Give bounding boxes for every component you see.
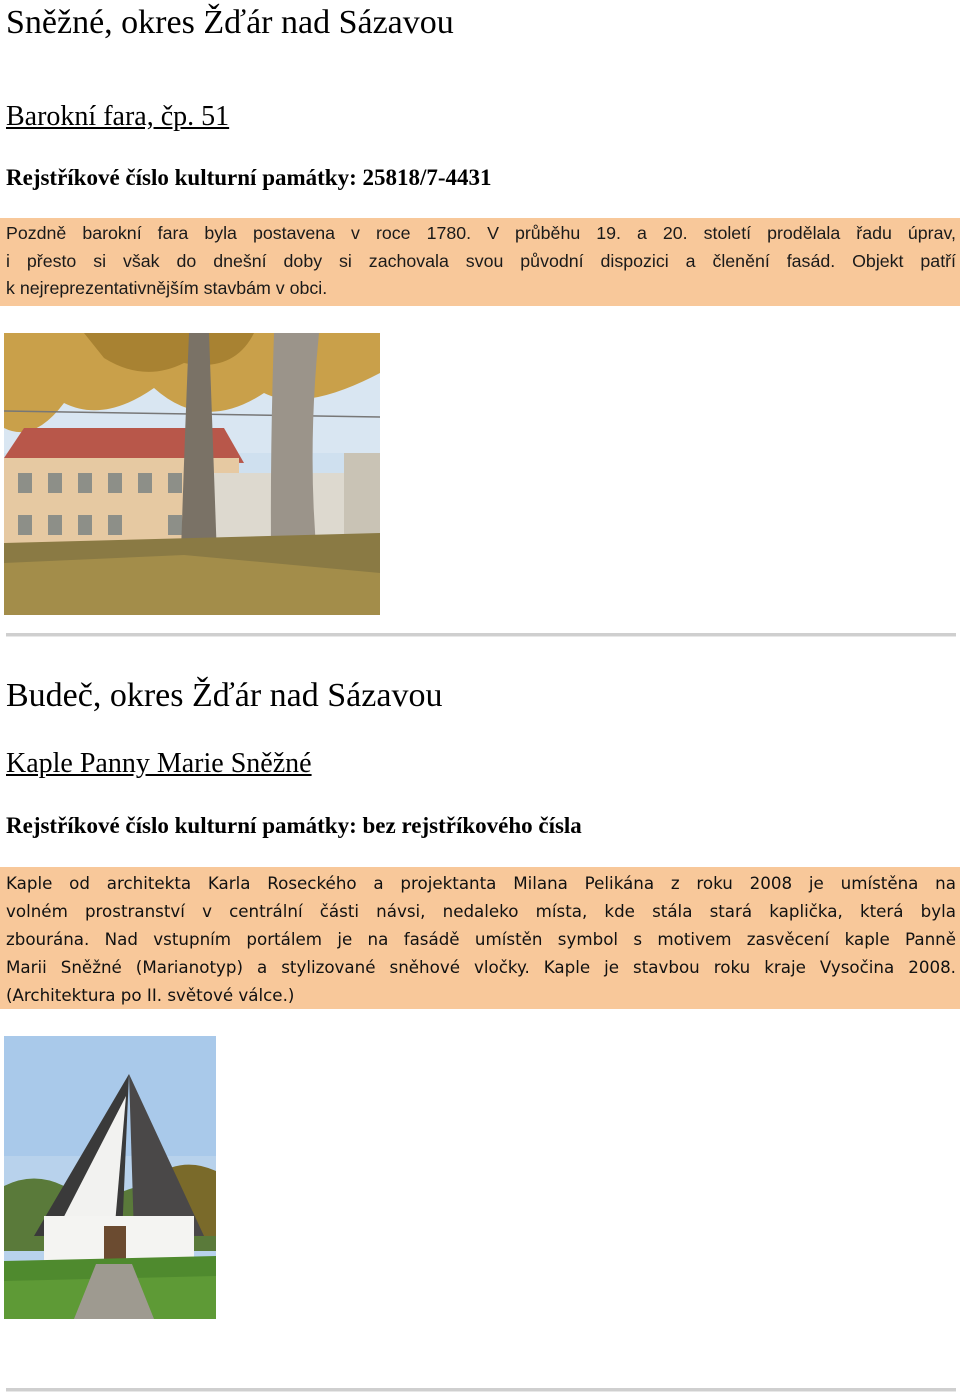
monument-title-kaple: Kaple Panny Marie Sněžné	[6, 748, 312, 779]
description-fara	[0, 218, 960, 306]
photo-kaple	[4, 1036, 216, 1319]
description-line: Pozdně barokní fara byla postavena v roce 1780. V průběhu 19. a 20. století prodělala řadu úprav,	[6, 223, 956, 243]
description-line: volném prostranství v centrální části návsi, nedaleko místa, kde stála stará kaplička, která byla	[6, 901, 956, 921]
description-kaple	[0, 867, 960, 1009]
section-divider	[6, 1388, 956, 1392]
page-title-snezne: Sněžné, okres Žďár nad Sázavou	[6, 4, 454, 41]
photo-fara	[4, 333, 380, 615]
section-divider	[6, 633, 956, 637]
registry-number-kaple: Rejstříkové číslo kulturní památky: bez rejstříkového čísla	[6, 813, 582, 838]
description-line: i přesto si však do dnešní doby si zachovala svou původní dispozici a členění fasád. Objekt patří	[6, 250, 956, 271]
monument-title-fara: Barokní fara, čp. 51	[6, 101, 230, 132]
description-line: Marii Sněžné (Marianotyp) a stylizované sněhové vločky. Kaple je stavbou roku kraje Vysočina 2008.	[6, 957, 956, 977]
description-line: Kaple od architekta Karla Roseckého a projektanta Milana Pelikána z roku 2008 je umístěna na	[6, 873, 956, 893]
registry-number-fara: Rejstříkové číslo kulturní památky: 25818/7-4431	[6, 165, 492, 190]
page-title-budec: Budeč, okres Žďár nad Sázavou	[6, 677, 443, 714]
description-line: zbourána. Nad vstupním portálem je na fasádě umístěn symbol s motivem zasvěcení kaple Panně	[6, 929, 956, 949]
description-line: k nejreprezentativnějším stavbám v obci.	[6, 278, 328, 299]
description-line: (Architektura po II. světové válce.)	[6, 985, 295, 1005]
